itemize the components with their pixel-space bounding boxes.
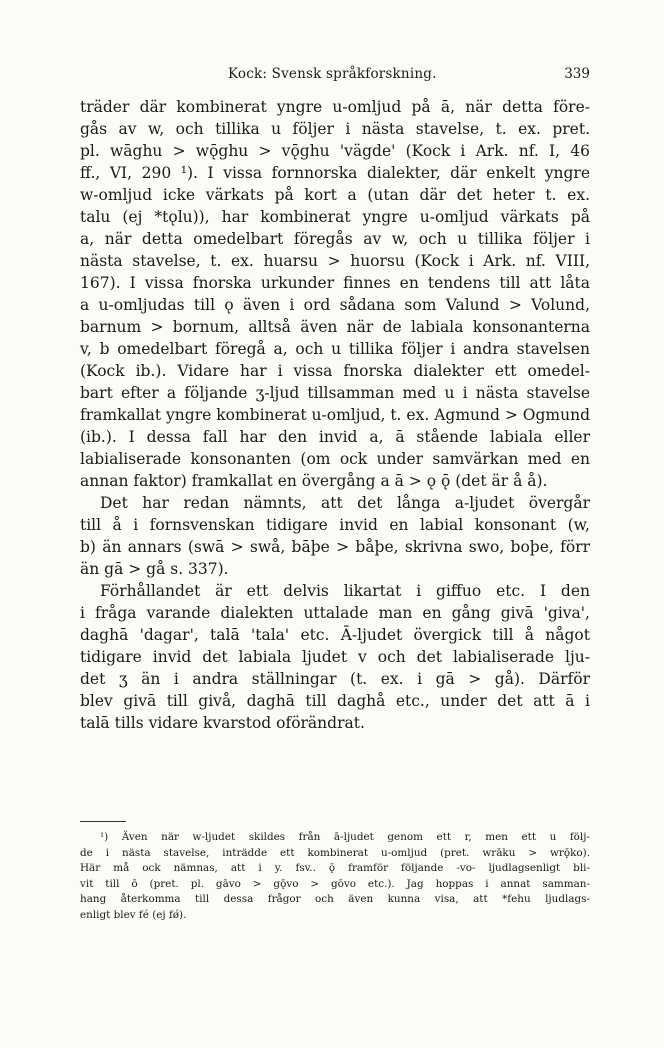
text-line: talā tills vidare kvarstod oförändrat. xyxy=(80,714,365,732)
text-line: tidigare invid det labiala ljudet v och det labialiserade lju- xyxy=(80,648,590,666)
text-line: labialiserade konsonanten (om ock under samvärkan med en xyxy=(80,450,590,468)
text-line: bart efter a följande ʒ-ljud tillsamman med u i nästa stavelse xyxy=(80,384,590,402)
text-line: Förhållandet är ett delvis likartat i giffuo etc. I den xyxy=(100,582,590,600)
text-line: daghā 'dagar', talā 'tala' etc. Ā-ljudet övergick till å något xyxy=(80,626,590,644)
footnote-line: hang återkomma till dessa frågor och även kunna visa, att *fehu ljudlags- xyxy=(80,893,590,905)
text-line: i fråga varande dialekten uttalade man en gång givā 'giva', xyxy=(80,604,590,622)
text-line: nästa stavelse, t. ex. huarsu > huorsu (Kock i Ark. nf. VIII, xyxy=(80,252,590,270)
text-line: v, b omedelbart föregå a, och u tillika följer i andra stavelsen xyxy=(80,340,590,358)
running-header xyxy=(80,66,590,88)
text-line: a u-omljudas till ǫ även i ord sådana som Valund > Volund, xyxy=(80,296,590,314)
text-line: det ʒ än i andra ställningar (t. ex. i gā > gå). Därför xyxy=(80,670,590,688)
text-line: barnum > bornum, alltså även när de labiala konsonanterna xyxy=(80,318,590,336)
text-line: gås av w, och tillika u följer i nästa stavelse, t. ex. pret. xyxy=(80,120,590,138)
page-number: 339 xyxy=(564,66,590,82)
footnote-line: ¹) Även när w-ljudet skildes från ā-ljudet genom ett r, men ett u följ- xyxy=(100,831,590,843)
text-line: träder där kombinerat yngre u-omljud på ā, när detta före- xyxy=(80,98,590,116)
text-line: talu (ej *tǫlu)), har kombinerat yngre u-omljud värkats på xyxy=(80,208,590,226)
text-line: ff., VI, 290 ¹). I vissa fornnorska dialekter, där enkelt yngre xyxy=(80,164,590,182)
footnote-line: vit till ō (pret. pl. gāvo > gǭvo > gōvo etc.). Jag hoppas i annat samman- xyxy=(80,877,590,890)
text-line: (ib.). I dessa fall har den invid a, ā stående labiala eller xyxy=(80,428,590,446)
running-head-title: Kock: Svensk språkforskning. xyxy=(228,66,437,82)
text-line: Det har redan nämnts, att det långa a-ljudet övergår xyxy=(100,494,590,512)
footnote-separator xyxy=(80,821,126,822)
text-line: pl. wāghu > wǭghu > vǭghu 'vägde' (Kock i Ark. nf. I, 46 xyxy=(80,142,590,160)
footnotes xyxy=(80,830,590,923)
text-line: än gā > gå s. 337). xyxy=(80,560,229,578)
text-line: b) än annars (swā > swå, bāþe > båþe, skrivna swo, boþe, förr xyxy=(80,538,590,556)
text-line: (Kock ib.). Vidare har i vissa fnorska dialekter ett omedel- xyxy=(80,362,590,380)
text-line: framkallat yngre kombinerat u-omljud, t. ex. Agmund > Ogmund xyxy=(80,406,590,424)
footnote-line: enligt blev fé (ej fǿ). xyxy=(80,908,187,921)
text-line: a, när detta omedelbart föregås av w, och u tillika följer i xyxy=(80,230,590,248)
text-line: 167). I vissa fnorska urkunder finnes en tendens till att låta xyxy=(80,274,590,292)
footnote-line: Här må ock nämnas, att i y. fsv.. ǭ framför följande -vo- ljudlagsenligt bli- xyxy=(80,862,590,874)
text-line: till å i fornsvenskan tidigare invid en labial konsonant (w, xyxy=(80,516,590,534)
text-line: w-omljud icke värkats på kort a (utan där det heter t. ex. xyxy=(80,186,590,204)
body-text xyxy=(80,96,590,734)
text-line: annan faktor) framkallat en övergång a ā > ǫ ǭ (det är å å). xyxy=(80,472,548,490)
text-line: blev givā till givå, daghā till daghå etc., under det att ā i xyxy=(80,692,590,710)
footnote-line: de i nästa stavelse, inträdde ett kombinerat u-omljud (pret. wrāku > wrǭko). xyxy=(80,846,590,859)
